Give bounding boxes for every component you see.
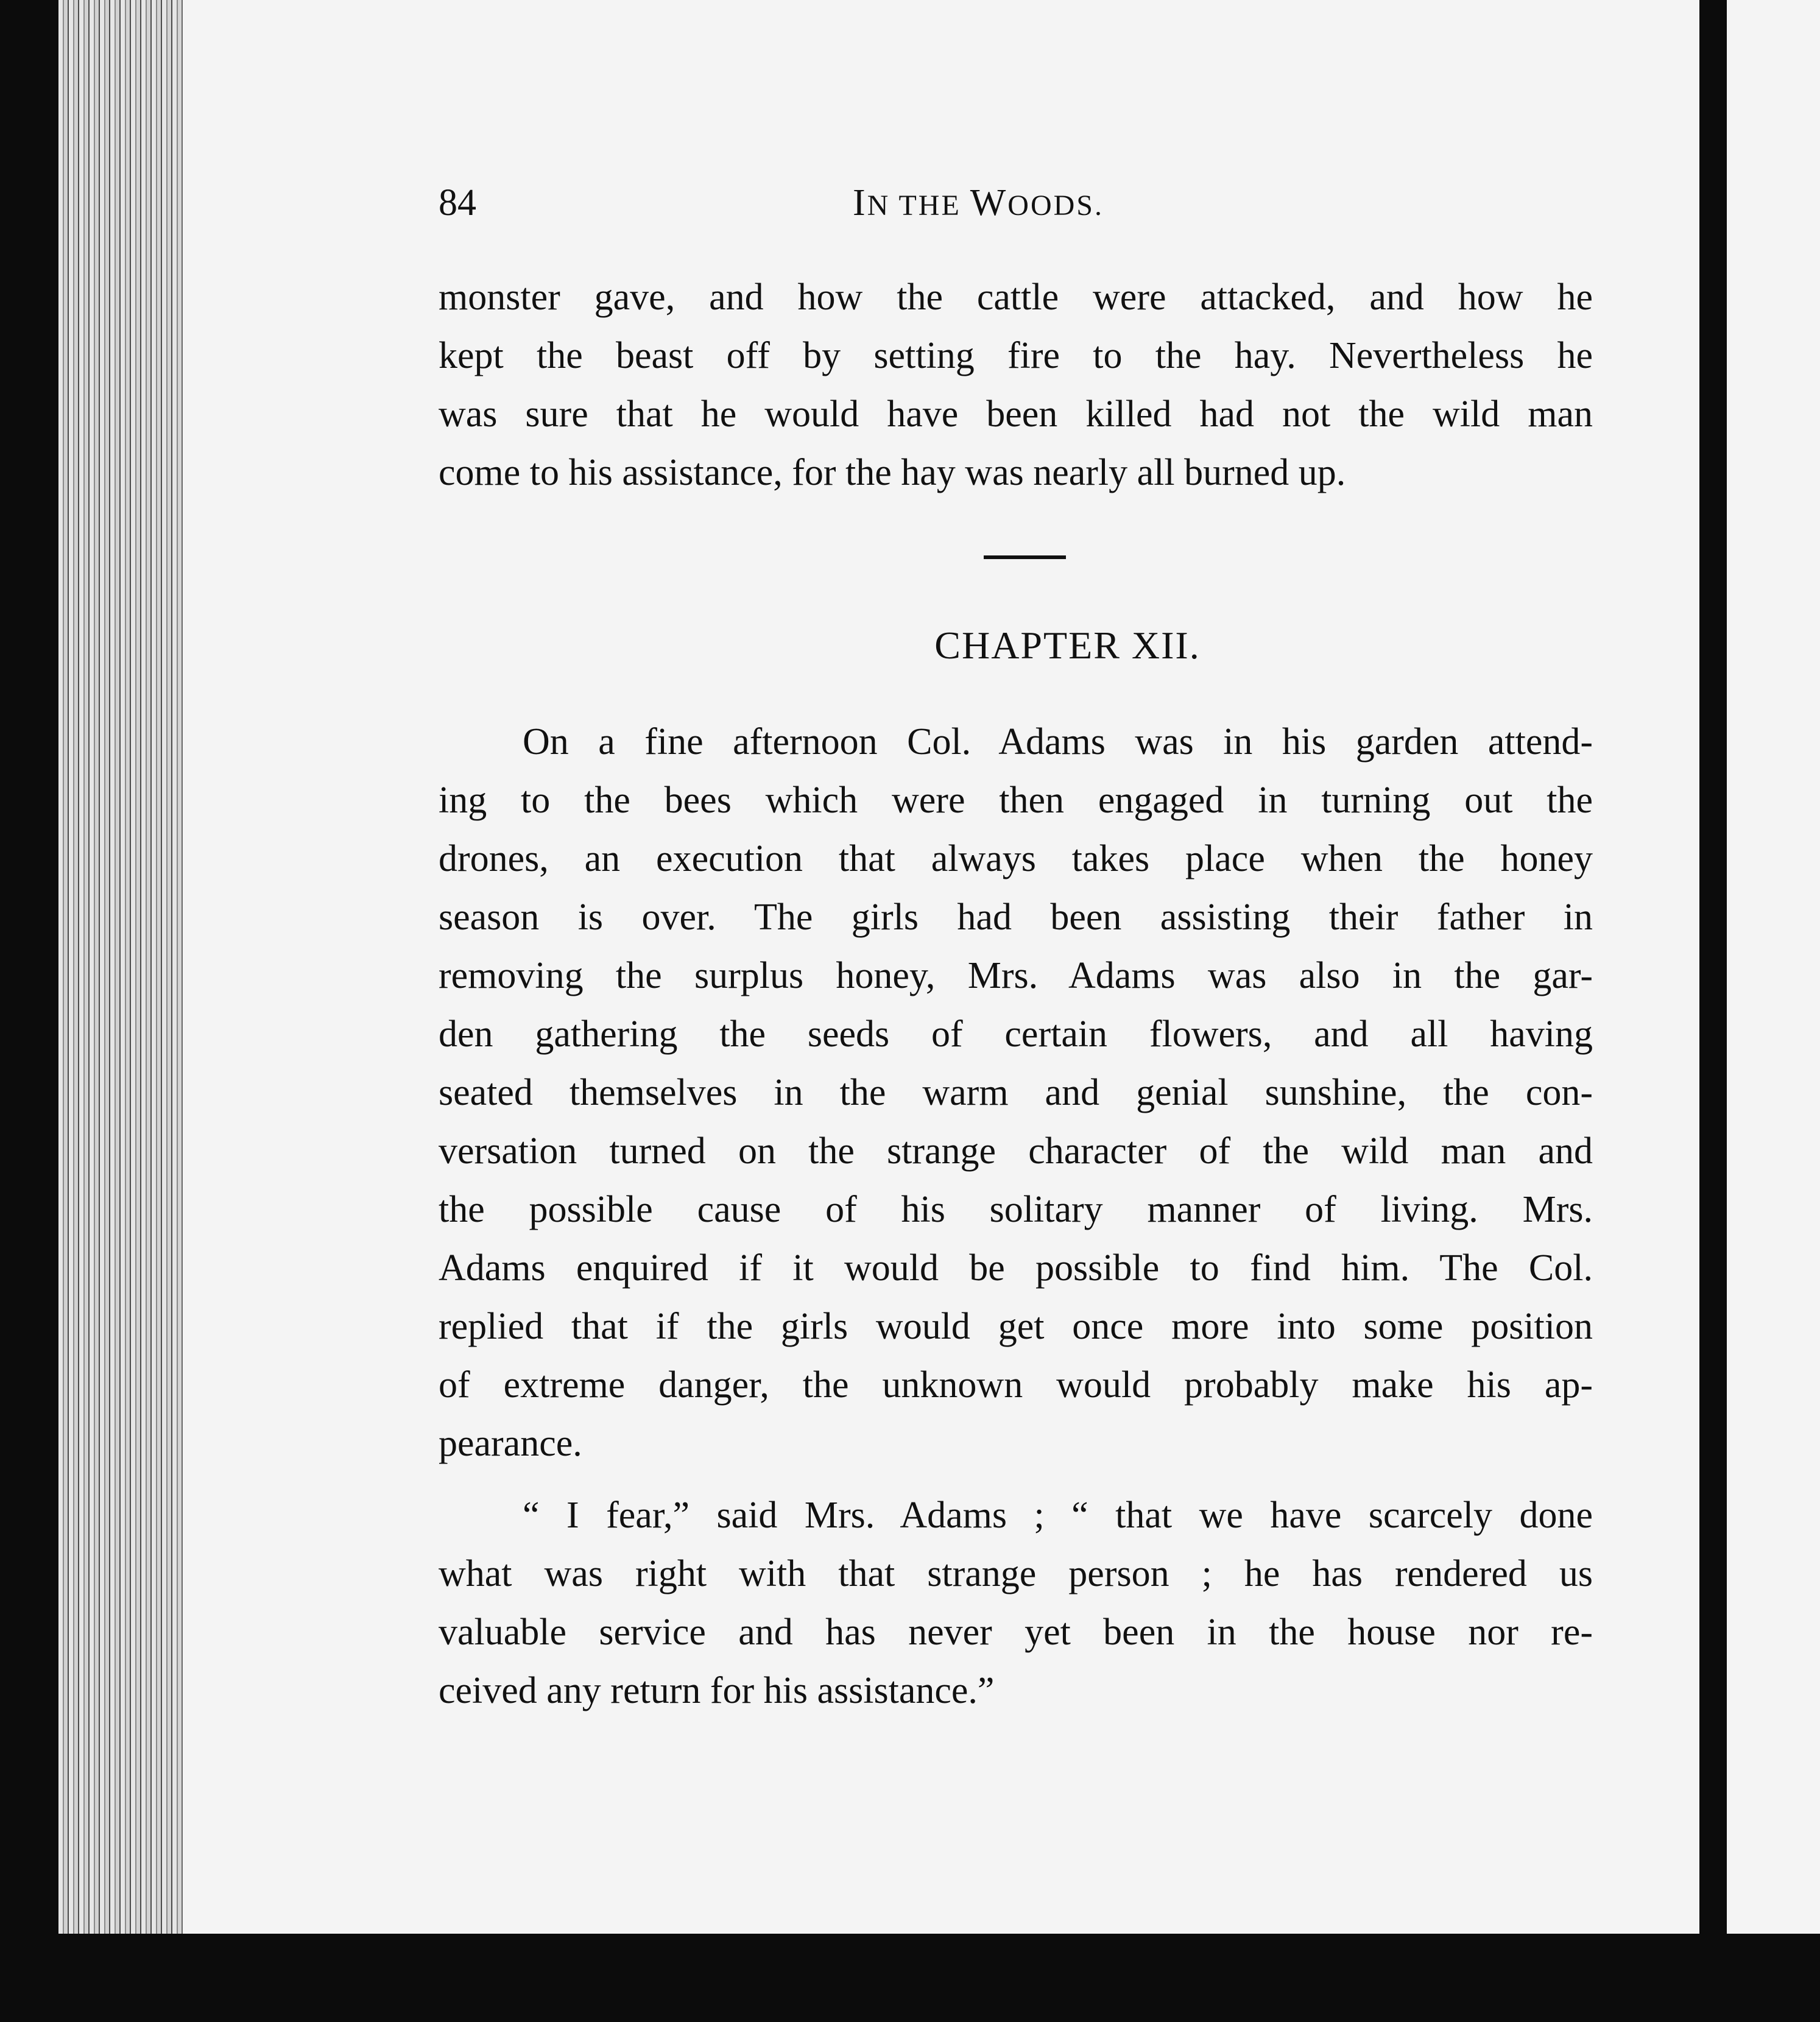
continuation-paragraph bbox=[439, 268, 1593, 502]
gutter-shadow bbox=[1699, 0, 1727, 2022]
text-line: “ I fear,” said Mrs. Adams ; “ that we have scarcely done bbox=[523, 1495, 1593, 1536]
text-line: ceived any return for his assistance.” bbox=[439, 1670, 995, 1711]
text-line: season is over. The girls had been assisting their father in bbox=[439, 897, 1593, 938]
running-head bbox=[439, 175, 1596, 230]
text-line: drones, an execution that always takes place when the honey bbox=[439, 838, 1593, 879]
text-line: come to his assistance, for the hay was nearly all burned up. bbox=[439, 452, 1346, 493]
text-line: Adams enquired if it would be possible to find him. The Col. bbox=[439, 1247, 1593, 1289]
text-line: of extreme danger, the unknown would probably make his ap- bbox=[439, 1364, 1593, 1406]
text-line: seated themselves in the warm and genial sunshine, the con- bbox=[439, 1072, 1593, 1113]
text-line: removing the surplus honey, Mrs. Adams was also in the gar- bbox=[439, 955, 1593, 996]
chapter-heading: CHAPTER XII. bbox=[934, 624, 1201, 667]
page-number: 84 bbox=[439, 182, 476, 224]
running-title-initial-2: W bbox=[970, 182, 1008, 224]
section-divider-rule bbox=[984, 555, 1066, 559]
text-line: was sure that he would have been killed had not the wild man bbox=[439, 393, 1593, 435]
text-line: what was right with that strange person ; he has rendered us bbox=[439, 1553, 1593, 1594]
scan-bottom-border bbox=[0, 1934, 1820, 2022]
book-page-edges bbox=[58, 0, 202, 1937]
text-line: versation turned on the strange character of the wild man and bbox=[439, 1130, 1593, 1172]
text-line: valuable service and has never yet been in the house nor re- bbox=[439, 1612, 1593, 1653]
text-line: pearance. bbox=[439, 1423, 582, 1464]
text-line: monster gave, and how the cattle were attacked, and how he bbox=[439, 277, 1593, 318]
text-line: the possible cause of his solitary manner of living. Mrs. bbox=[439, 1189, 1593, 1230]
text-line: replied that if the girls would get once more into some position bbox=[439, 1306, 1593, 1347]
text-line: On a fine afternoon Col. Adams was in his garden attend- bbox=[523, 721, 1593, 763]
text-line: ing to the bees which were then engaged in turning out the bbox=[439, 780, 1593, 821]
text-line: kept the beast off by setting fire to the hay. Nevertheless he bbox=[439, 335, 1593, 376]
running-title-smallcaps-1: N THE bbox=[867, 189, 970, 222]
chapter-paragraph-1 bbox=[439, 713, 1593, 1473]
text-line: den gathering the seeds of certain flowers, and all having bbox=[439, 1013, 1593, 1055]
adjacent-page-edge bbox=[1727, 0, 1820, 1949]
running-title bbox=[853, 175, 1104, 233]
running-title-initial-1: I bbox=[853, 182, 867, 224]
chapter-paragraph-2 bbox=[439, 1486, 1593, 1720]
running-title-smallcaps-2: OODS. bbox=[1007, 189, 1104, 222]
